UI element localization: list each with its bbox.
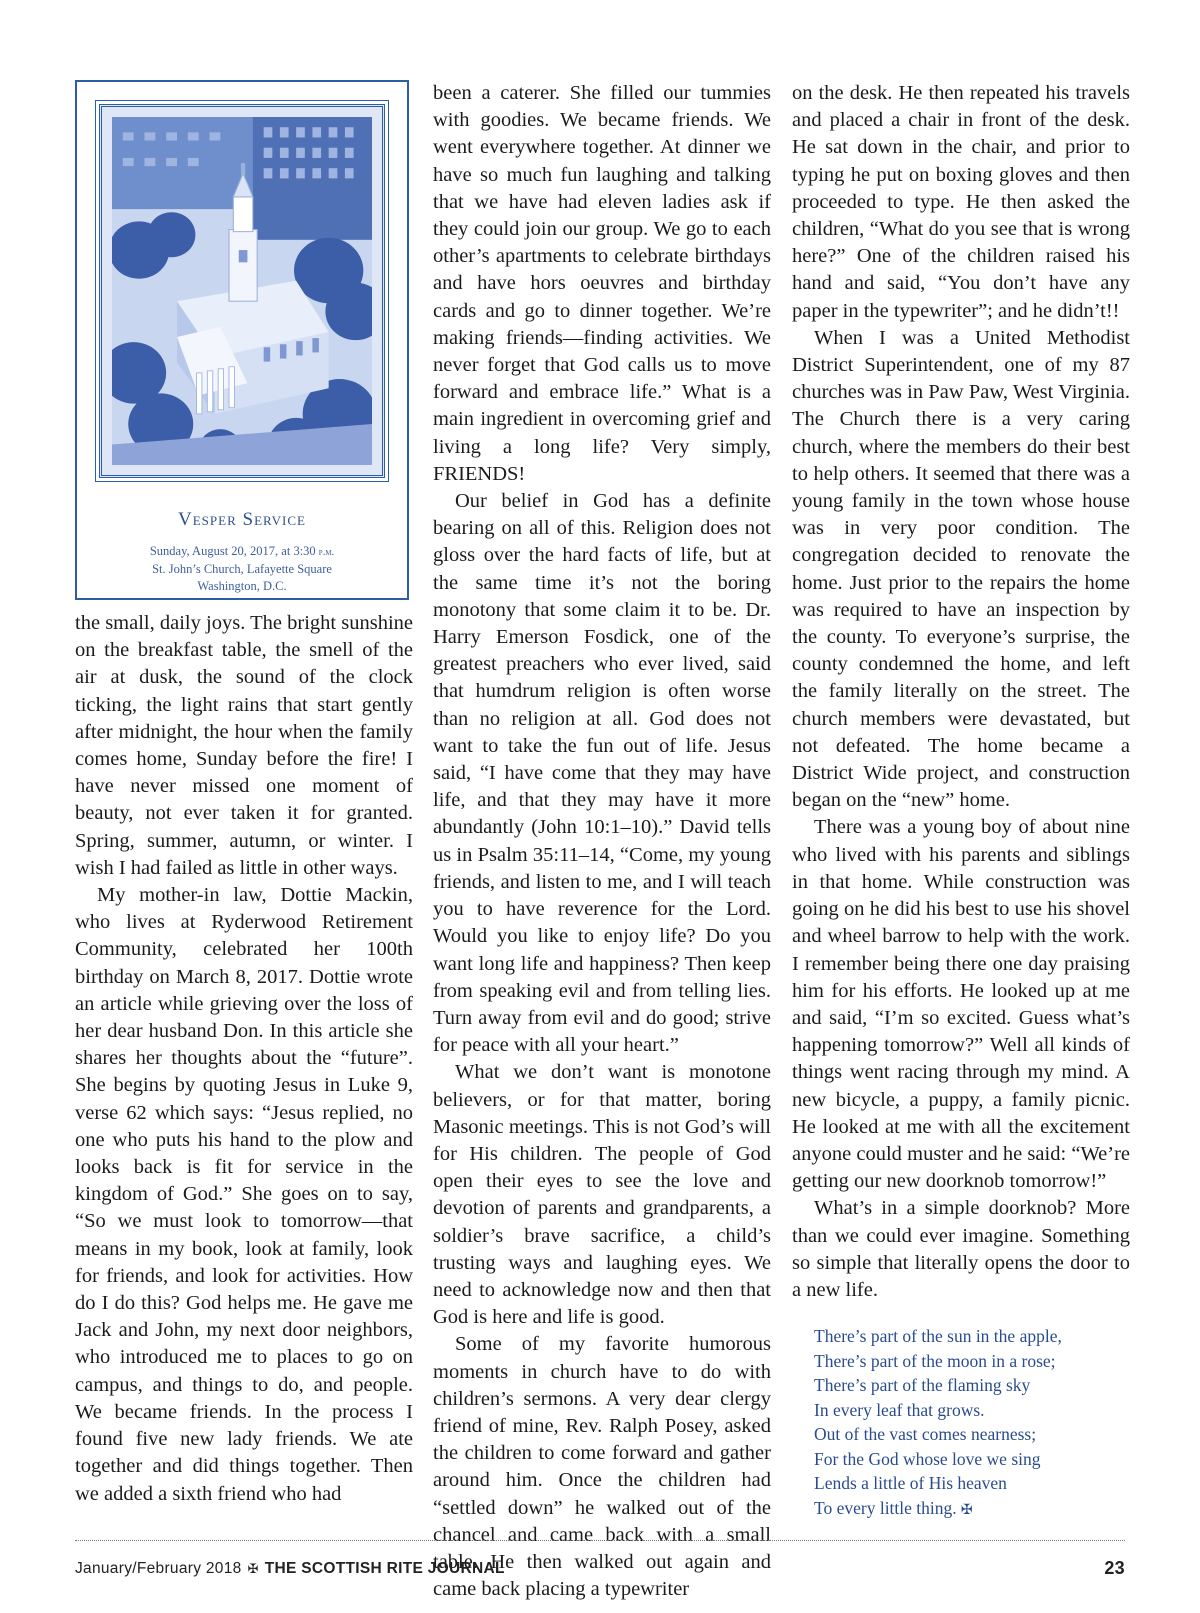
caption-place: St. John’s Church, Lafayette Square — [152, 562, 332, 577]
paragraph: the small, daily joys. The bright sunshine on the breakfast table, the smell of the air at dusk, the sound of the clock ticking, the light rains that start gently after midnight, the hour when the family comes home, Sunday before the fire! I have never missed one moment of beauty, not ever taken it for granted. Spring, summer, autumn, or winter. I wish I had failed as little in other ways. — [75, 612, 413, 879]
paragraph: There was a young boy of about nine who lived with his parents and siblings in that home. While construction was going on he did his best to use his shovel and wheel barrow to help with the work. I remember being there one day praising him for his efforts. He looked up at me and said, “I’m so excited. Guess what’s happening tomorrow?” Well all kinds of things went racing through my mind. A new bicycle, a puppy, a family picnic. He looked at me with all the excitement anyone could muster and he said: “We’re getting our new doorknob tomorrow!” — [792, 816, 1130, 1193]
publication-name: THE SCOTTISH RITE JOURNAL — [264, 1560, 505, 1577]
poem — [792, 1324, 1130, 1522]
page-footer — [75, 1560, 1125, 1578]
column-2 — [433, 80, 771, 1603]
poem-line: To every little thing. — [814, 1497, 957, 1518]
paragraph: What’s in a simple doorknob? More than we could ever imagine. Something so simple that literally opens the door to a new life. — [792, 1197, 1130, 1301]
paragraph: Our belief in God has a definite bearing on all of this. Religion does not gloss over the hard facts of life, but at the same time it’s not the boring monotony that some claim it to be. Dr. Harry Emerson Fosdick, one of the greatest preachers who ever lived, said that humdrum religion is often worse than no religion at all. God does not want to take the fun out of life. Jesus said, “I have come that they may have life, and that they may have it more abundantly (John 10:1–10).” David tells us in Psalm 35:11–14, “Come, my young friends, and listen to me, and I will teach you to have reverence for the Lord. Would you like to enjoy life? Do you want long life and happiness? Then keep from speaking evil and from telling lies. Turn away from evil and do good; strive for peace with all your heart.” — [433, 490, 771, 1057]
column-3 — [792, 80, 1130, 1522]
figure-caption — [99, 506, 385, 595]
page-number: 23 — [1104, 1558, 1125, 1578]
poem-line: Out of the vast comes nearness; — [814, 1424, 1037, 1445]
column-1 — [75, 80, 413, 1508]
poem-line: There’s part of the moon in a rose; — [814, 1350, 1056, 1371]
paragraph: My mother-in law, Dottie Mackin, who lives at Ryderwood Retirement Community, celebrated her 100th birthday on March 8, 2017. Dottie wrote an article while grieving over the loss of her dear husband Don. In this article she shares her thoughts about the “future”. She begins by quoting Jesus in Luke 9, verse 62 which says: “Jesus replied, no one who puts his hand to the plow and looks back is fit for service in the kingdom of God.” She goes on to say, “So we must look to tomorrow—that means in my book, look at family, look for friends, and look for activities. How do I do this? God helps me. He gave me Jack and John, my next door neighbors, who introduced me to places to go on campus, and things to do, and people. We became friends. In the process I found five new lady friends. We ate together and did things together. Then we added a sixth friend who had — [75, 884, 413, 1505]
poem-line: There’s part of the flaming sky — [814, 1375, 1031, 1396]
footer-rule — [75, 1540, 1125, 1541]
caption-city: Washington, D.C. — [197, 579, 287, 594]
issue-date: January/February 2018 — [75, 1560, 242, 1577]
vesper-service-figure — [75, 80, 409, 600]
poem-line: Lends a little of His heaven — [814, 1473, 1007, 1494]
poem-line-last — [814, 1496, 1130, 1523]
caption-date — [99, 543, 385, 561]
church-photo — [112, 117, 372, 465]
end-cross-icon: ✠ — [961, 1501, 973, 1518]
paragraph: Some of my favorite humorous moments in church have to do with children’s sermons. A very dear clergy friend of mine, Rev. Ralph Posey, asked the children to come forward and gather around him. Once the children had “settled down” he walked out of the chancel and came back with a small table. He then walked out again and came back placing a typewriter — [433, 1333, 771, 1601]
caption-time-suffix: p.m. — [318, 547, 335, 559]
paragraph: on the desk. He then repeated his travels and placed a chair in front of the desk. He sat down in the chair, and prior to typing he put on boxing gloves and then proceeded to type. He then asked the children, “What do you see that is wrong here?” One of the children raised his hand and said, “You don’t have any paper in the typewriter”; and he didn’t!! — [792, 82, 1130, 322]
cross-icon: ✠ — [247, 1562, 259, 1577]
caption-title: Vesper Service — [178, 509, 306, 530]
poem-line: There’s part of the sun in the apple, — [814, 1326, 1062, 1347]
paragraph: What we don’t want is monotone believers, or for that matter, boring Masonic meetings. This is not God’s will for His children. The people of God open their eyes to see the love and devotion of parents and grandparents, a soldier’s brave sacrifice, a child’s trusting ways and laughing eyes. We need to acknowledge now and then that God is here and life is good. — [433, 1061, 771, 1329]
poem-line: For the God whose love we sing — [814, 1448, 1041, 1469]
paragraph: When I was a United Methodist District Superintendent, one of my 87 churches was in Paw Paw, West Virginia. The Church there is a very caring church, where the members do their best to help others. It seemed that there was a young family in the town whose house was in very poor condition. The congregation decided to renovate the home. Just prior to the repairs the home was required to have an inspection by the county. To everyone’s surprise, the county condemned the home, and left the family literally on the street. The church members were devastated, but not defeated. The home became a District Wide project, and construction began on the “new” home. — [792, 326, 1130, 812]
caption-date-text: Sunday, August 20, 2017, at 3:30 — [149, 544, 316, 559]
paragraph: been a caterer. She filled our tummies with goodies. We became friends. We went everywhere together. At dinner we have so much fun laughing and talking that we have had eleven ladies ask if they could join our group. We go to each other’s apartments to celebrate birthdays and have hors oeuvres and birthday cards and go to dinner together. We’re making friends—finding activities. We never forget that God calls us to move forward and embrace life.” What is a main ingredient in overcoming grief and living a long life? Very simply, FRIENDS! — [433, 82, 771, 485]
poem-line: In every leaf that grows. — [814, 1399, 985, 1420]
photo-frame — [99, 104, 385, 478]
